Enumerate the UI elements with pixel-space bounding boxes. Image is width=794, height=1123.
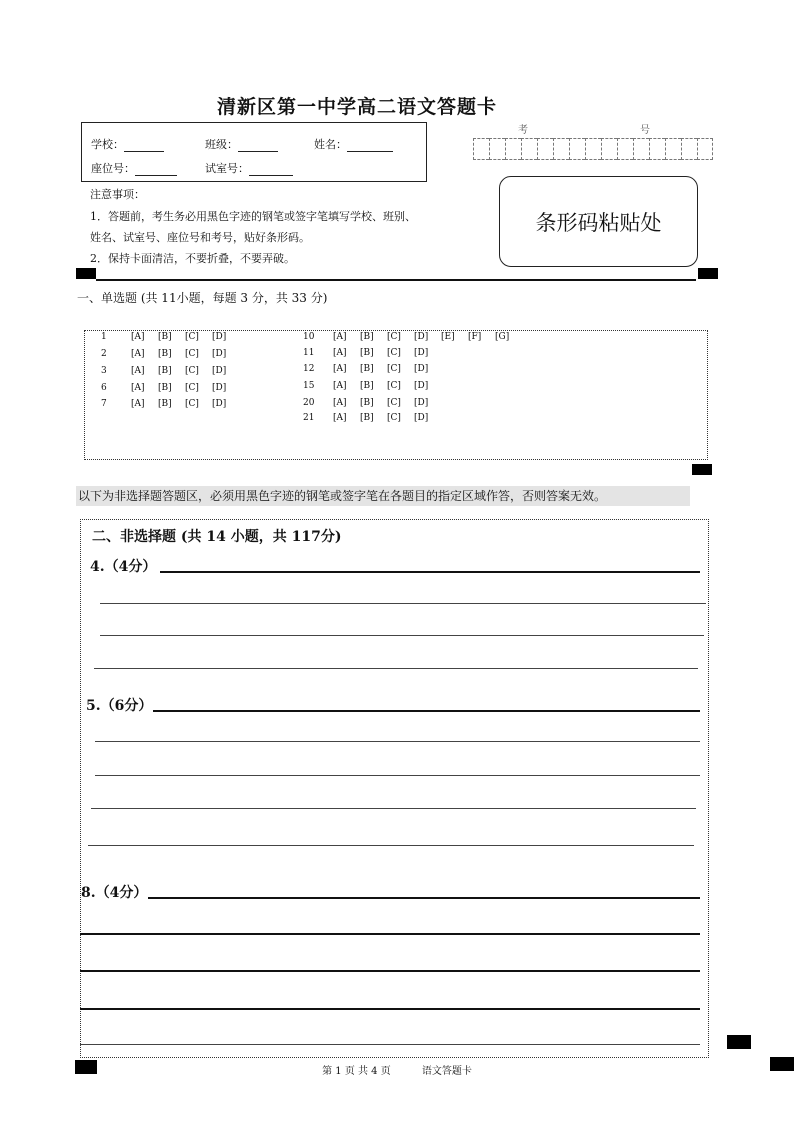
multiple-choice-area	[84, 330, 708, 460]
divider	[96, 279, 696, 281]
answer-option-bubble[interactable]: [D]	[414, 332, 429, 342]
exam-number-digit-box[interactable]	[537, 138, 553, 160]
answer-option-bubble[interactable]: [D]	[414, 381, 429, 391]
footer	[0, 1062, 794, 1077]
answer-option-bubble[interactable]: [D]	[212, 349, 227, 359]
answer-line[interactable]	[91, 808, 696, 809]
question-8-label: 8.（4分）	[81, 885, 148, 901]
exam-number-label-right: 号	[640, 125, 650, 136]
question-row	[101, 366, 239, 376]
section1-title: 一、单选题 (共 11小题，每题 3 分，共 33 分)	[77, 291, 328, 305]
answer-area	[80, 519, 709, 1058]
student-info-box	[81, 122, 427, 182]
question-number: 11	[303, 348, 315, 358]
answer-option-bubble[interactable]: [D]	[212, 332, 227, 342]
question-row	[303, 348, 441, 358]
exam-number-digit-box[interactable]	[649, 138, 665, 160]
alignment-marker	[698, 268, 718, 279]
answer-option-bubble[interactable]: [D]	[414, 348, 429, 358]
answer-option-bubble[interactable]: [A]	[333, 332, 347, 342]
answer-line[interactable]	[88, 845, 694, 846]
answer-option-bubble[interactable]: [C]	[387, 348, 401, 358]
answer-option-bubble[interactable]: [A]	[131, 349, 145, 359]
answer-option-bubble[interactable]: [B]	[360, 413, 374, 423]
question-number: 10	[303, 332, 315, 342]
question-number: 6	[101, 383, 107, 393]
question-number: 1	[101, 332, 107, 342]
notes-line-3: 2．保持卡面清洁，不要折叠，不要弄破。	[90, 252, 295, 265]
question-row	[101, 349, 239, 359]
answer-option-bubble[interactable]: [A]	[333, 364, 347, 374]
answer-option-bubble[interactable]: [A]	[333, 381, 347, 391]
answer-option-bubble[interactable]: [A]	[131, 332, 145, 342]
answer-option-bubble[interactable]: [D]	[414, 413, 429, 423]
room-field[interactable]	[205, 160, 293, 176]
answer-option-bubble[interactable]: [B]	[158, 332, 172, 342]
answer-option-bubble[interactable]: [C]	[185, 399, 199, 409]
exam-number-digit-box[interactable]	[521, 138, 537, 160]
answer-option-bubble[interactable]: [B]	[360, 381, 374, 391]
name-field[interactable]	[314, 136, 393, 152]
class-label: 班级：	[205, 138, 238, 151]
exam-number-digit-box[interactable]	[473, 138, 489, 160]
question-number: 20	[303, 398, 315, 408]
non-choice-notice: 以下为非选择题答题区，必须用黑色字迹的钢笔或签字笔在各题目的指定区域作答，否则答案无效。	[76, 486, 690, 506]
answer-option-bubble[interactable]: [E]	[441, 332, 455, 342]
question-number: 3	[101, 366, 107, 376]
question-number: 12	[303, 364, 315, 374]
answer-option-bubble[interactable]: [C]	[387, 332, 401, 342]
answer-option-bubble[interactable]: [D]	[212, 399, 227, 409]
answer-option-bubble[interactable]: [C]	[185, 332, 199, 342]
answer-option-bubble[interactable]: [A]	[131, 399, 145, 409]
seat-label: 座位号：	[91, 162, 135, 175]
page-title: 清新区第一中学高二语文答题卡	[216, 96, 497, 118]
answer-line[interactable]	[95, 741, 700, 742]
question-row	[303, 413, 441, 423]
room-label: 试室号：	[205, 162, 249, 175]
answer-line[interactable]	[160, 571, 700, 573]
answer-option-bubble[interactable]: [C]	[185, 349, 199, 359]
answer-option-bubble[interactable]: [C]	[185, 366, 199, 376]
answer-line[interactable]	[80, 1044, 700, 1045]
exam-number-digit-box[interactable]	[553, 138, 569, 160]
question-5-label: 5.（6分）	[86, 698, 153, 714]
answer-line[interactable]	[94, 668, 698, 669]
question-row	[101, 383, 239, 393]
answer-option-bubble[interactable]: [D]	[414, 364, 429, 374]
class-field[interactable]	[205, 136, 278, 152]
question-number: 7	[101, 399, 107, 409]
school-label: 学校：	[91, 138, 124, 151]
exam-number-digit-box[interactable]	[681, 138, 697, 160]
answer-option-bubble[interactable]: [A]	[131, 366, 145, 376]
answer-line[interactable]	[95, 775, 700, 776]
exam-number-digit-box[interactable]	[697, 138, 713, 160]
notes-heading: 注意事项：	[90, 188, 145, 201]
section2-title: 二、非选择题 (共 14 小题，共 117分)	[92, 529, 342, 545]
school-field[interactable]	[91, 136, 164, 152]
notes-line-1: 1．答题前，考生务必用黑色字迹的钢笔或签字笔填写学校、班别、	[90, 210, 416, 223]
answer-line[interactable]	[153, 710, 700, 712]
exam-number-digit-box[interactable]	[585, 138, 601, 160]
answer-option-bubble[interactable]: [B]	[360, 398, 374, 408]
exam-number-grid[interactable]	[473, 138, 713, 160]
answer-option-bubble[interactable]: [C]	[387, 413, 401, 423]
alignment-marker	[692, 464, 712, 475]
answer-option-bubble[interactable]: [D]	[212, 383, 227, 393]
question-number: 2	[101, 349, 107, 359]
answer-option-bubble[interactable]: [B]	[360, 332, 374, 342]
question-number: 21	[303, 413, 315, 423]
exam-number-digit-box[interactable]	[505, 138, 521, 160]
answer-line[interactable]	[100, 603, 706, 604]
exam-number-digit-box[interactable]	[665, 138, 681, 160]
answer-option-bubble[interactable]: [B]	[158, 399, 172, 409]
answer-option-bubble[interactable]: [B]	[360, 348, 374, 358]
answer-line[interactable]	[100, 635, 704, 636]
footer-subject: 语文答题卡	[421, 1066, 472, 1077]
answer-option-bubble[interactable]: [B]	[158, 366, 172, 376]
answer-option-bubble[interactable]: [A]	[333, 413, 347, 423]
name-label: 姓名：	[314, 138, 347, 151]
question-row	[303, 364, 441, 374]
answer-option-bubble[interactable]: [G]	[495, 332, 510, 342]
alignment-marker	[727, 1035, 751, 1049]
answer-option-bubble[interactable]: [C]	[387, 364, 401, 374]
answer-option-bubble[interactable]: [A]	[333, 398, 347, 408]
barcode-label: 条形码粘贴处	[535, 210, 662, 235]
question-row	[303, 332, 522, 342]
page-number: 第 1 页 共 4 页	[322, 1066, 391, 1077]
answer-option-bubble[interactable]: [B]	[360, 364, 374, 374]
question-number: 15	[303, 381, 315, 391]
exam-number-digit-box[interactable]	[617, 138, 633, 160]
seat-field[interactable]	[91, 160, 177, 176]
answer-line[interactable]	[148, 897, 700, 899]
answer-option-bubble[interactable]: [C]	[387, 398, 401, 408]
answer-option-bubble[interactable]: [B]	[158, 383, 172, 393]
answer-line[interactable]	[80, 1008, 700, 1010]
barcode-area	[499, 176, 698, 267]
question-row	[303, 381, 441, 391]
answer-option-bubble[interactable]: [D]	[212, 366, 227, 376]
answer-line[interactable]	[80, 970, 700, 972]
exam-number-digit-box[interactable]	[601, 138, 617, 160]
answer-option-bubble[interactable]: [A]	[333, 348, 347, 358]
exam-number-digit-box[interactable]	[569, 138, 585, 160]
alignment-marker	[76, 268, 96, 279]
question-row	[101, 332, 239, 342]
notes-line-2: 姓名、试室号、座位号和考号，贴好条形码。	[90, 231, 310, 244]
answer-option-bubble[interactable]: [C]	[387, 381, 401, 391]
question-row	[101, 399, 239, 409]
exam-number-digit-box[interactable]	[633, 138, 649, 160]
exam-number-digit-box[interactable]	[489, 138, 505, 160]
answer-option-bubble[interactable]: [A]	[131, 383, 145, 393]
question-4-label: 4.（4分）	[90, 559, 157, 575]
answer-option-bubble[interactable]: [F]	[468, 332, 482, 342]
answer-option-bubble[interactable]: [D]	[414, 398, 429, 408]
answer-line[interactable]	[80, 933, 700, 935]
answer-option-bubble[interactable]: [C]	[185, 383, 199, 393]
question-row	[303, 398, 441, 408]
exam-number-label-left: 考	[518, 125, 528, 136]
answer-option-bubble[interactable]: [B]	[158, 349, 172, 359]
